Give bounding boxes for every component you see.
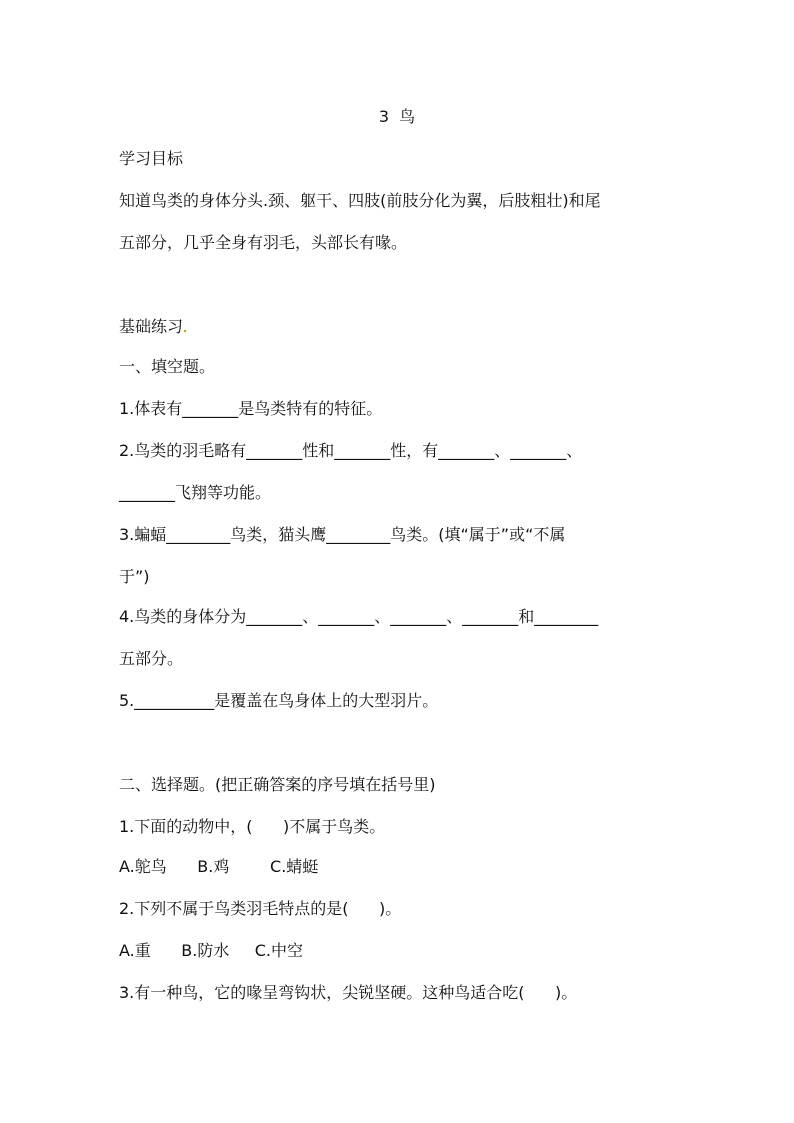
- fill-question-1: 1.体表有_______是鸟类特有的特征。: [119, 399, 383, 418]
- practice-heading-row: [119, 316, 186, 338]
- objectives-text-line-2: 五部分，几乎全身有羽毛，头部长有喙。: [119, 233, 408, 252]
- choice-question-2: 2.下列不属于鸟类羽毛特点的是( )。: [119, 899, 402, 918]
- stray-dot-mark: [184, 330, 186, 332]
- fill-question-2-line-1: 2.鸟类的羽毛略有_______性和_______性，有_______、_______、: [119, 441, 583, 460]
- fill-question-5: 5.__________是覆盖在鸟身体上的大型羽片。: [119, 691, 439, 710]
- objectives-heading: 学习目标: [119, 149, 184, 168]
- fill-question-2-line-2: _______飞翔等功能。: [119, 483, 272, 502]
- choice-question-2-options: A.重 B.防水 C.中空: [119, 941, 304, 960]
- page-title: 3 鸟: [378, 107, 416, 126]
- practice-heading: 基础练习: [119, 317, 184, 336]
- choice-question-1-options: A.鸵鸟 B.鸡 C.蜻蜓: [119, 857, 319, 876]
- fill-question-4-line-1: 4.鸟类的身体分为_______、_______、_______、_______和________: [119, 607, 599, 626]
- section2-heading: 二、选择题。(把正确答案的序号填在括号里): [119, 775, 436, 794]
- objectives-text-line-1: 知道鸟类的身体分头.颈、躯干、四肢(前肢分化为翼，后肢粗壮)和尾: [119, 191, 601, 210]
- section1-heading: 一、填空题。: [119, 357, 216, 376]
- fill-question-3-line-1: 3.蝙蝠________鸟类，猫头鹰________鸟类。(填“属于”或“不属: [119, 525, 566, 544]
- choice-question-1: 1.下面的动物中，( )不属于鸟类。: [119, 817, 386, 836]
- fill-question-3-line-2: 于”): [119, 567, 150, 586]
- fill-question-4-line-2: 五部分。: [119, 649, 184, 668]
- choice-question-3: 3.有一种鸟，它的喙呈弯钩状，尖锐坚硬。这种鸟适合吃( )。: [119, 983, 578, 1002]
